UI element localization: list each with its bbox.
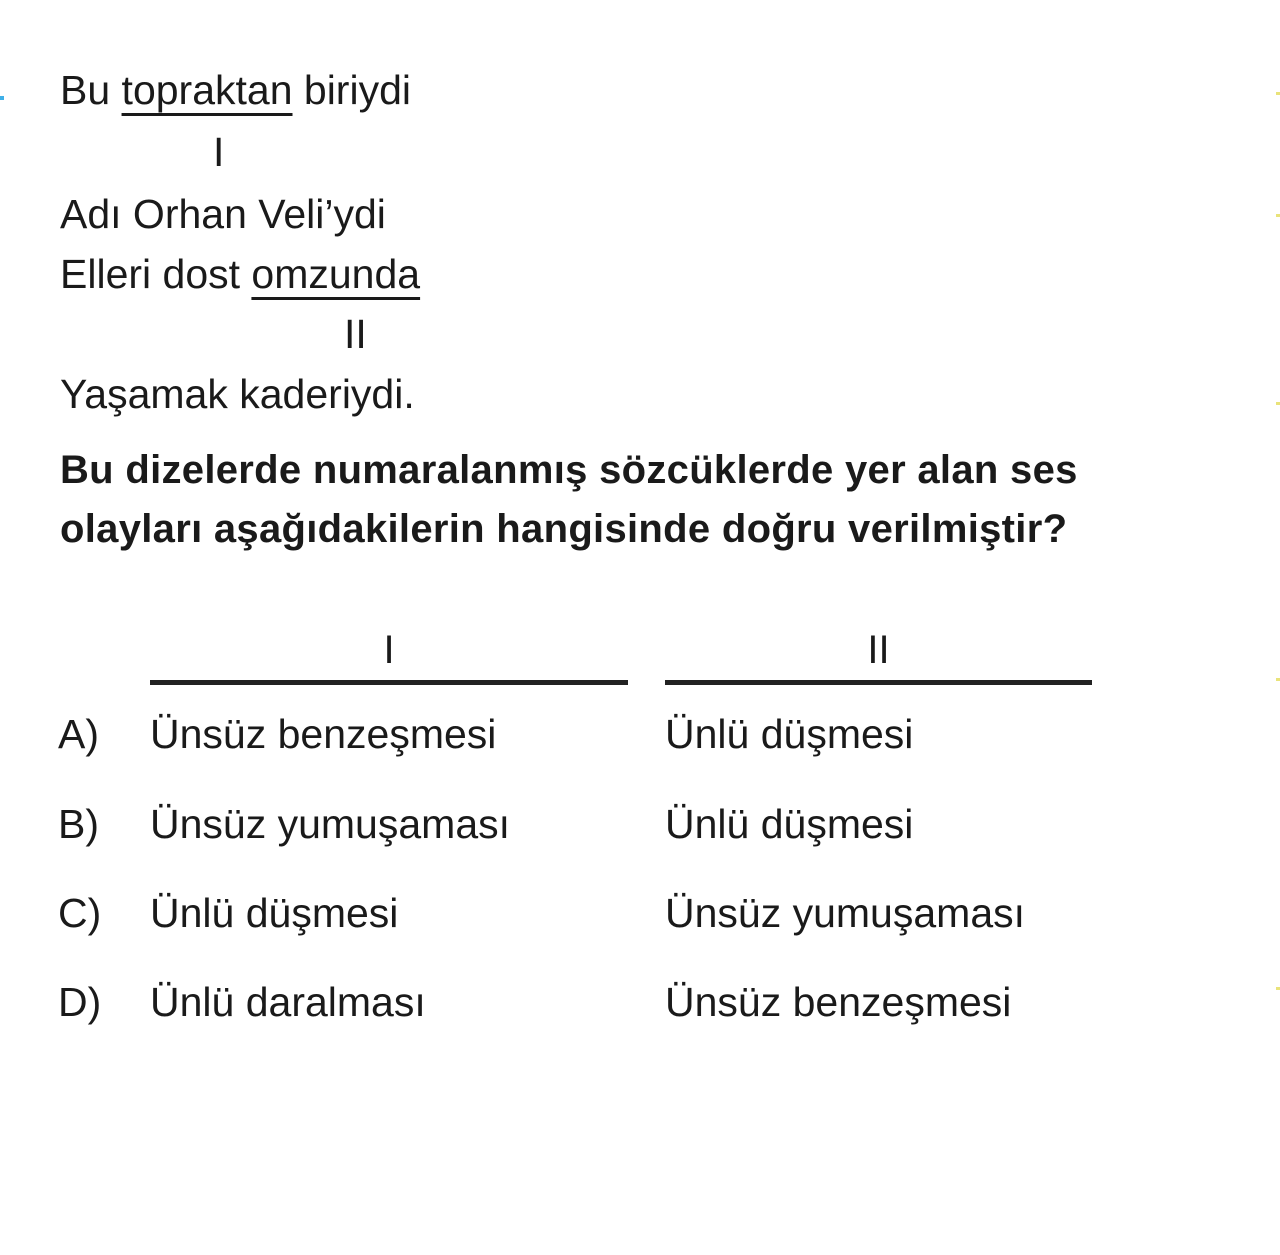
edge-mark	[1276, 214, 1280, 217]
question-line-1: Bu dizelerde numaralanmış sözcüklerde yer alan ses	[60, 448, 1078, 492]
poem-line-1-post: biriydi	[292, 67, 411, 113]
option-col1-text: Ünlü düşmesi	[150, 890, 399, 936]
edge-mark	[1276, 92, 1280, 95]
edge-dot	[0, 96, 4, 100]
poem-line-4: Yaşamak kaderiydi.	[60, 371, 415, 417]
marker-1: I	[213, 129, 225, 175]
underlined-word-1: topraktan	[121, 67, 293, 113]
option-letter: A)	[58, 711, 99, 757]
option-col1-text: Ünsüz yumuşaması	[150, 801, 511, 847]
question-text	[60, 441, 1260, 559]
poem-line-1-pre: Bu	[60, 67, 122, 113]
option-letter: D)	[58, 979, 102, 1025]
option-col2-text: Ünsüz yumuşaması	[665, 890, 1026, 936]
poem-line-2: Adı Orhan Veli’ydi	[60, 191, 386, 237]
column-rule-2	[665, 680, 1092, 685]
underlined-word-2: omzunda	[251, 251, 421, 297]
poem-line-3	[60, 250, 420, 298]
option-col2-text: Ünlü düşmesi	[665, 711, 914, 757]
edge-mark	[1276, 402, 1280, 405]
column-header-1: I	[383, 628, 395, 672]
question-line-2: olayları aşağıdakilerin hangisinde doğru verilmiştir?	[60, 507, 1068, 551]
option-letter: C)	[58, 890, 102, 936]
option-col2-text: Ünlü düşmesi	[665, 801, 914, 847]
edge-mark	[1276, 987, 1280, 990]
poem-line-3-pre: Elleri dost	[60, 251, 252, 297]
option-letter: B)	[58, 801, 99, 847]
marker-2: II	[344, 311, 367, 357]
option-col1-text: Ünsüz benzeşmesi	[150, 711, 497, 757]
edge-mark	[1276, 678, 1280, 681]
column-rule-1	[150, 680, 628, 685]
column-header-2: II	[867, 628, 890, 672]
option-col1-text: Ünlü daralması	[150, 979, 426, 1025]
poem-line-1	[60, 66, 411, 114]
option-col2-text: Ünsüz benzeşmesi	[665, 979, 1012, 1025]
